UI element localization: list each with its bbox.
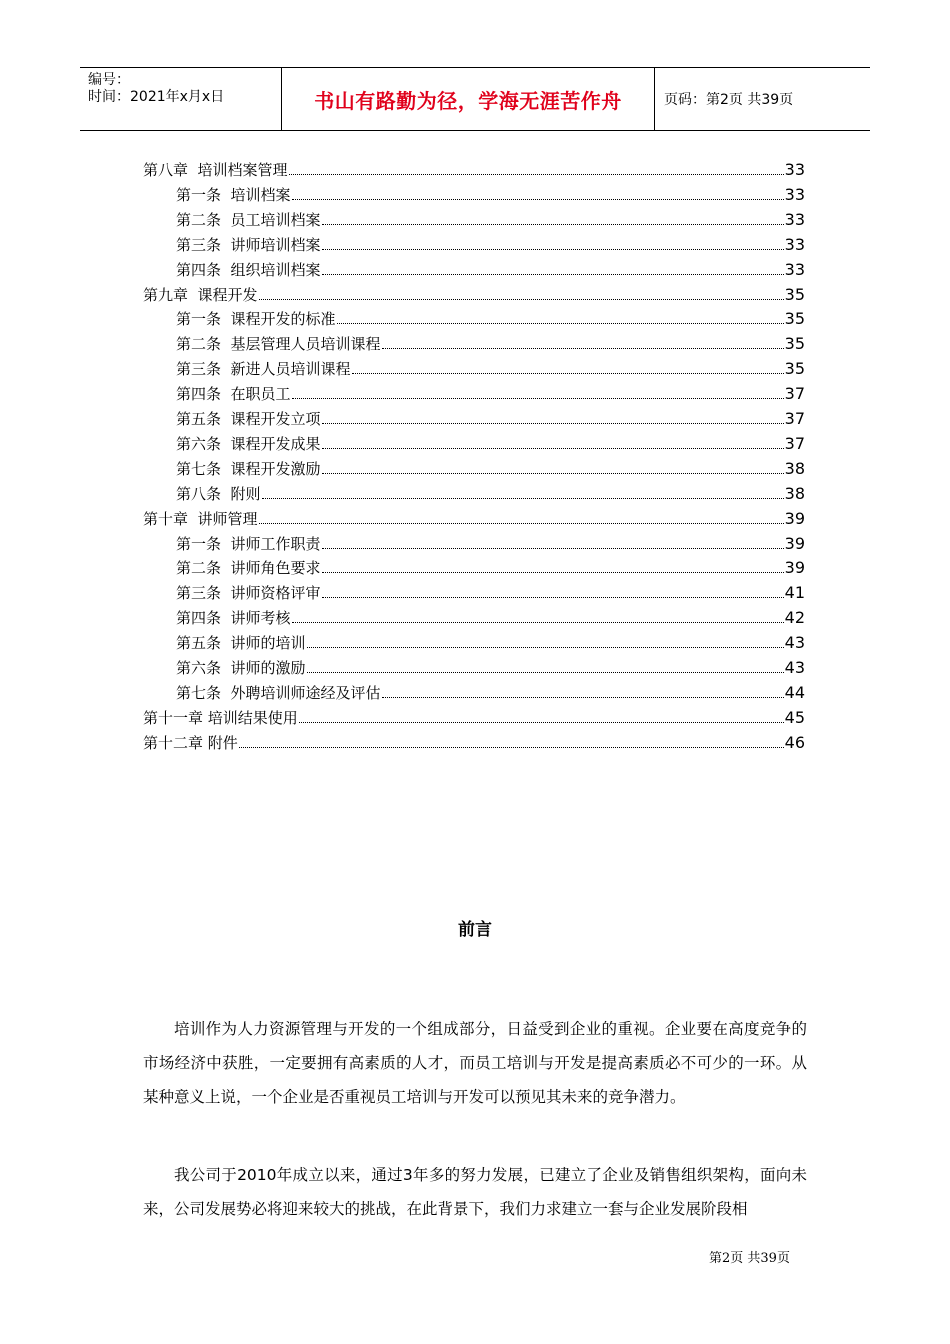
toc-leader-dots <box>259 522 784 524</box>
header-divider <box>654 68 655 130</box>
toc-article-row[interactable] <box>176 304 805 329</box>
toc-entry-title: 第五条 课程开发立项 <box>176 410 321 428</box>
toc-leader-dots <box>352 372 784 374</box>
toc-entry-page: 43 <box>784 633 805 653</box>
toc-article-row[interactable] <box>176 329 805 354</box>
toc-entry-title: 第九章 课程开发 <box>143 285 258 304</box>
toc-entry-page: 33 <box>784 209 805 229</box>
toc-article-row[interactable] <box>176 404 805 429</box>
toc-entry-page: 35 <box>784 309 805 329</box>
toc-leader-dots <box>322 248 784 250</box>
toc-entry-title: 第一条 培训档案 <box>176 185 291 204</box>
toc-leader-dots <box>292 621 784 623</box>
toc-leader-dots <box>322 223 784 225</box>
toc-leader-dots <box>259 298 784 300</box>
toc-leader-dots <box>292 397 784 399</box>
toc-entry-title: 第二条 讲师角色要求 <box>176 559 321 578</box>
toc-leader-dots <box>292 198 784 200</box>
toc-article-row[interactable] <box>176 454 805 479</box>
toc-entry-title: 第一条 讲师工作职责 <box>176 534 321 553</box>
toc-entry-title: 第十章 讲师管理 <box>143 509 258 528</box>
toc-entry-page: 38 <box>784 458 805 478</box>
toc-leader-dots <box>322 571 784 573</box>
toc-entry-page: 35 <box>784 284 805 304</box>
header-meta <box>88 72 224 106</box>
toc-entry-title: 第三条 讲师资格评审 <box>176 584 321 603</box>
toc-entry-page: 37 <box>784 409 805 428</box>
toc-entry-page: 41 <box>784 583 805 603</box>
toc-article-row[interactable] <box>176 553 805 578</box>
toc-entry-page: 43 <box>784 658 805 677</box>
toc-leader-dots <box>337 322 784 324</box>
toc-entry-page: 38 <box>784 483 805 503</box>
toc-entry-page: 39 <box>784 508 805 528</box>
toc-leader-dots <box>322 472 784 474</box>
toc-entry-page: 33 <box>784 234 805 254</box>
toc-entry-page: 33 <box>784 160 805 179</box>
toc-article-row[interactable] <box>176 628 805 653</box>
toc-leader-dots <box>307 646 784 648</box>
toc-entry-title: 第六条 课程开发成果 <box>176 434 321 453</box>
toc-chapter-row[interactable] <box>143 155 805 180</box>
toc-entry-page: 46 <box>784 732 805 752</box>
toc-leader-dots <box>289 173 784 175</box>
toc-entry-title: 第八章 培训档案管理 <box>143 161 288 179</box>
toc-article-row[interactable] <box>176 479 805 504</box>
toc-chapter-row[interactable] <box>143 504 805 529</box>
toc-leader-dots <box>322 547 784 549</box>
toc-entry-page: 35 <box>784 359 805 379</box>
toc-entry-page: 45 <box>784 707 805 727</box>
toc-leader-dots <box>382 696 784 698</box>
document-time: 时间：2021年x月x日 <box>88 89 225 105</box>
toc-leader-dots <box>239 746 784 748</box>
toc-article-row[interactable] <box>176 678 805 703</box>
preface-paragraph-2: 我公司于2010年成立以来，通过3年多的努力发展，已建立了企业及销售组织架构，面向未来，公司发展势必将迎来较大的挑战，在此背景下，我们力求建立一套与企业发展阶段相 <box>143 1166 807 1218</box>
toc-article-row[interactable] <box>176 230 805 255</box>
toc-chapter-row[interactable] <box>143 728 805 753</box>
toc-entry-title: 第一条 课程开发的标准 <box>176 310 336 329</box>
toc-entry-page: 39 <box>784 558 805 578</box>
toc-article-row[interactable] <box>176 180 805 205</box>
toc-entry-page: 33 <box>784 259 805 279</box>
toc-entry-page: 44 <box>784 682 805 702</box>
header-motto: 书山有路勤为径，学海无涯苦作舟 <box>314 88 622 113</box>
toc-chapter-row[interactable] <box>143 280 805 305</box>
toc-article-row[interactable] <box>176 578 805 603</box>
toc-leader-dots <box>307 671 784 673</box>
toc-chapter-row[interactable] <box>143 703 805 728</box>
toc-leader-dots <box>322 596 784 598</box>
document-header <box>80 67 870 131</box>
toc-leader-dots <box>322 422 784 424</box>
toc-article-row[interactable] <box>176 653 805 678</box>
toc-article-row[interactable] <box>176 603 805 628</box>
toc-entry-page: 37 <box>784 433 805 453</box>
toc-entry-page: 33 <box>784 184 805 204</box>
toc-entry-title: 第三条 新进人员培训课程 <box>176 360 351 379</box>
toc-entry-title: 第三条 讲师培训档案 <box>176 235 321 254</box>
toc-entry-title: 第十一章 培训结果使用 <box>143 708 298 727</box>
toc-article-row[interactable] <box>176 529 805 554</box>
toc-article-row[interactable] <box>176 354 805 379</box>
toc-entry-page: 35 <box>784 334 805 354</box>
toc-entry-page: 42 <box>784 608 805 628</box>
header-page-info: 页码：第2页 共39页 <box>664 92 794 108</box>
toc-entry-page: 39 <box>784 533 805 553</box>
toc-entry-title: 第四条 在职员工 <box>176 385 291 404</box>
preface-paragraph-1: 培训作为人力资源管理与开发的一个组成部分，日益受到企业的重视。企业要在高度竞争的市场经济中获胜，一定要拥有高素质的人才，而员工培训与开发是提高素质必不可少的一环。从某种意义上说，一个企业是否重视员工培训与开发可以预见其未来的竞争潜力。 <box>143 1020 807 1106</box>
section-title: 前言 <box>458 920 492 940</box>
toc-entry-title: 第二条 员工培训档案 <box>176 210 321 229</box>
toc-leader-dots <box>262 497 784 499</box>
toc-article-row[interactable] <box>176 379 805 404</box>
footer-page-info: 第2页 共39页 <box>709 1251 790 1266</box>
toc-entry-title: 第五条 讲师的培训 <box>176 634 306 653</box>
toc-entry-title: 第十二章 附件 <box>143 733 238 752</box>
toc-article-row[interactable] <box>176 429 805 454</box>
toc-entry-title: 第七条 课程开发激励 <box>176 459 321 478</box>
toc-leader-dots <box>322 447 784 449</box>
toc-leader-dots <box>322 273 784 275</box>
document-number-label: 编号： <box>88 72 130 88</box>
toc-entry-title: 第八条 附则 <box>176 484 261 503</box>
toc-leader-dots <box>382 347 784 349</box>
toc-article-row[interactable] <box>176 205 805 230</box>
toc-entry-title: 第二条 基层管理人员培训课程 <box>176 335 381 354</box>
toc-article-row[interactable] <box>176 255 805 280</box>
toc-entry-page: 37 <box>784 384 805 404</box>
toc-entry-title: 第七条 外聘培训师途经及评估 <box>176 683 381 702</box>
toc-entry-title: 第四条 组织培训档案 <box>176 260 321 279</box>
toc-entry-title: 第四条 讲师考核 <box>176 609 291 628</box>
toc-leader-dots <box>299 721 784 723</box>
toc-entry-title: 第六条 讲师的激励 <box>176 659 306 677</box>
